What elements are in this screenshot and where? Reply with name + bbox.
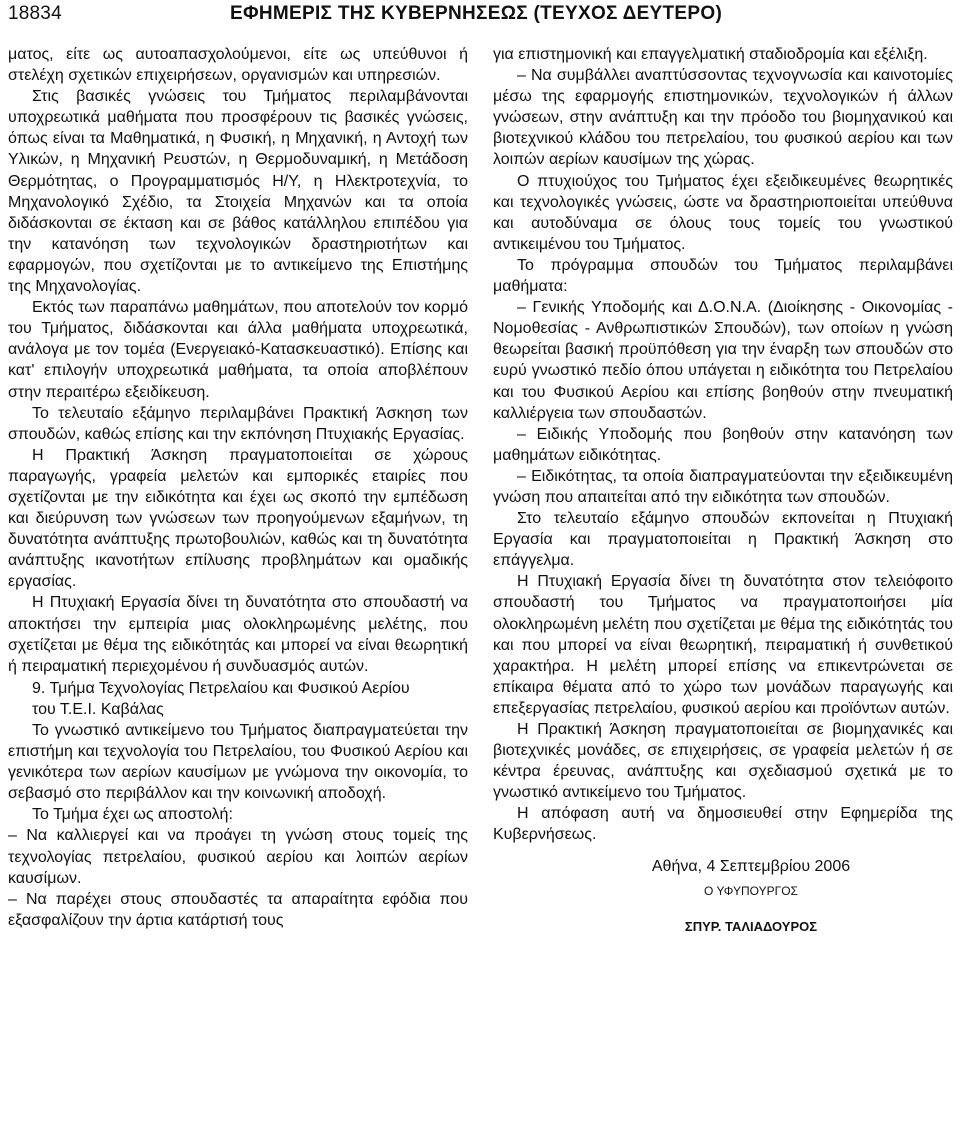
paragraph: Το πρόγραμμα σπουδών του Τμήματος περιλαμβάνει μαθήματα: — [493, 256, 953, 296]
list-item: – Να καλλιεργεί και να προάγει τη γνώση στους τομείς της τεχνολογίας πετρελαίου, φυσικού αερίου και λοιπών αερίων καυσίμων. — [8, 827, 468, 887]
signatory-title: Ο ΥΦΥΠΟΥΡΓΟΣ — [704, 883, 798, 898]
paragraph: Εκτός των παραπάνω μαθημάτων, που αποτελούν τον κορμό του Τμήματος, διδάσκονται και άλλα μαθήματα υποχρεωτικά, ανάλογα με τον τομέα (Ενεργειακό-Κατασκευαστικό). Επίσης και κατ' επιλογήν υποχρεωτικά μαθήματα, τα οποία αποβλέπουν στην περαιτέρω εξειδίκευση. — [8, 299, 468, 401]
paragraph: Η απόφαση αυτή να δημοσιευθεί στην Εφημερίδα της Κυβερνήσεως. — [493, 805, 953, 844]
left-column — [8, 44, 468, 931]
paragraph: ματος, είτε ως αυτοαπασχολούμενοι, είτε ως υπεύθυνοι ή στελέχη σχετικών επιχειρήσεων, οργανισμών και υπηρεσιών. — [8, 46, 468, 85]
list-item: – Να συμβάλλει αναπτύσσοντας τεχνογνωσία και καινοτομίες μέσω της εφαρμογής επιστημονικών, τεχνολογικών ή άλλων γνώσεων, στην ανάπτυξη και την πρόοδο του βιομηχανικού και βιοτεχνικού κλάδου του πετρελαίου, του φυσικού αερίου και των λοιπών αερίων καυσίμων της χώρας. — [493, 67, 953, 169]
page-number: 18834 — [8, 3, 62, 24]
paragraph: Το τελευταίο εξάμηνο περιλαμβάνει Πρακτική Άσκηση των σπουδών, καθώς επίσης και την εκπόνηση Πτυχιακής Εργασίας. — [8, 404, 468, 443]
paragraph: Η Πρακτική Άσκηση πραγματοποιείται σε χώρους παραγωγής, γραφεία μελετών και εμπορικές εταιρίες που σχετίζονται με την ειδικότητα και έχει ως σκοπό την εμπέδωση και διεύρυνση των γνώσεων των προηγούμενων εξαμήνων, τη δυνατότητα ανάπτυξης πρωτοβουλιών, καθώς και τη δυνατότητα ανάπτυξης ικανοτήτων επίλυσης προβλημάτων και ομαδικής εργασίας. — [8, 446, 468, 591]
section-heading — [8, 678, 468, 720]
paragraph: Στο τελευταίο εξάμηνο σπουδών εκπονείται η Πτυχιακή Εργασία και πραγματοποιείται η Πρακτική Άσκηση στο επάγγελμα. — [493, 510, 953, 570]
paragraph: Το γνωστικό αντικείμενο του Τμήματος διαπραγματεύεται την επιστήμη και τεχνολογία του Πετρελαίου, του Φυσικού Αερίου και γενικότερα των αερίων καυσίμων με γνώμονα την οικονομία, το σεβασμό στο περιβάλλον και την κοινωνική αποδοχή. — [8, 722, 468, 803]
paragraph: Ο πτυχιούχος του Τμήματος έχει εξειδικευμένες θεωρητικές και τεχνολογικές γνώσεις, ώστε να δραστηριοποιείται υπεύθυνα και αυτοδύναμα σε όλους τους τομείς του γνωστικού αντικειμένου του Τμήματος. — [493, 172, 953, 253]
paragraph: Στις βασικές γνώσεις του Τμήματος περιλαμβάνονται υποχρεωτικά μαθήματα που προσφέρουν τις βασικές γνώσεις, όπως είναι τα Μαθηματικά, η Φυσική, η Μηχανική, η Αντοχή των Υλικών, η Μηχανική Ρευστών, η Θερμοδυναμική, η Μετάδοση Θερμότητας, ο Προγραμματισμός Η/Υ, η Ηλεκτροτεχνία, το Μηχανολογικό Σχέδιο, τα Στοιχεία Μηχανών και τα οποία διδάσκονται σε έκταση και σε βάθος κατάλληλου επιπέδου για την κατανόηση των τεχνολογικών δραστηριοτήτων και εφαρμογών, που σχετίζονται με το αντικείμενο της Επιστήμης της Μηχανολογίας. — [8, 88, 468, 296]
paragraph: Το Τμήμα έχει ως αποστολή: — [32, 806, 233, 824]
signature-date: Αθήνα, 4 Σεπτεμβρίου 2006 — [651, 857, 851, 875]
list-item: – Γενικής Υποδομής και Δ.Ο.Ν.Α. (Διοίκησης - Οικονομίας - Νομοθεσίας - Ανθρωπιστικών Σπουδών), των οποίων η γνώση θεωρείται βασική προϋπόθεση για την έναρξη των σπουδών στο ευρύ γνωστικό πεδίο όπου υπάγεται η ειδικότητα του Πετρελαίου και του Φυσικού Αερίου και επίσης βοηθούν στην πνευματική καλλιέργεια των σπουδαστών. — [493, 299, 953, 422]
list-item: – Ειδικότητας, τα οποία διαπραγματεύονται την εξειδικευμένη γνώση που απαιτείται από την ειδικότητα των σπουδών. — [493, 467, 953, 506]
right-column — [493, 44, 953, 937]
signatory-name: ΣΠΥΡ. ΤΑΛΙΑΔΟΥΡΟΣ — [684, 918, 818, 934]
paragraph: Η Πτυχιακή Εργασία δίνει τη δυνατότητα στο σπουδαστή να αποκτήσει την εμπειρία μιας ολοκληρωμένης μελέτης, που σχετίζεται με θέμα της ειδικότητάς και μπορεί να είναι θεωρητική ή πειραματική περιεχομένου ή συνδυασμός αυτών. — [8, 594, 468, 675]
list-item: – Να παρέχει στους σπουδαστές τα απαραίτητα εφόδια που εξασφαλίζουν την άρτια κατάρτισή τους — [8, 890, 468, 929]
section-heading-line-1: 9. Τμήμα Τεχνολογίας Πετρελαίου και Φυσικού Αερίου — [32, 679, 410, 697]
section-heading-line-2: του Τ.Ε.Ι. Καβάλας — [32, 700, 164, 718]
paragraph: για επιστημονική και επαγγελματική σταδιοδρομία και εξέλιξη. — [493, 46, 928, 63]
paragraph: Η Πτυχιακή Εργασία δίνει τη δυνατότητα στον τελειόφοιτο σπουδαστή του Τμήματος να πραγματοποιήσει μία ολοκληρωμένη μελέτη που σχετίζεται με θέμα της ειδικότητάς του και που μπορεί να είναι θεωρητική, πειραματική ή συνθετικού χαρακτήρα. Η μελέτη μπορεί επίσης να επικεντρώνεται σε επίκαιρα θέματα από το χώρο των μονάδων παραγωγής και επεξεργασίας πετρελαίου, φυσικού αερίου και προϊόντων αυτών. — [493, 573, 953, 717]
paragraph: Η Πρακτική Άσκηση πραγματοποιείται σε βιομηχανικές και βιοτεχνικές μονάδες, σε επιχειρήσεις, σε γραφεία μελετών ή σε κέντρα έρευνας, ανάπτυξης και σχεδιασμού σχετικά με το γνωστικό αντικείμενο του Τμήματος. — [493, 721, 953, 802]
page-header — [0, 0, 960, 30]
running-title: ΕΦΗΜΕΡΙΣ ΤΗΣ ΚΥΒΕΡΝΗΣΕΩΣ (ΤΕΥΧΟΣ ΔΕΥΤΕΡΟ) — [230, 3, 723, 24]
list-item: – Ειδικής Υποδομής που βοηθούν στην κατανόηση των μαθημάτων ειδικότητας. — [493, 425, 953, 464]
